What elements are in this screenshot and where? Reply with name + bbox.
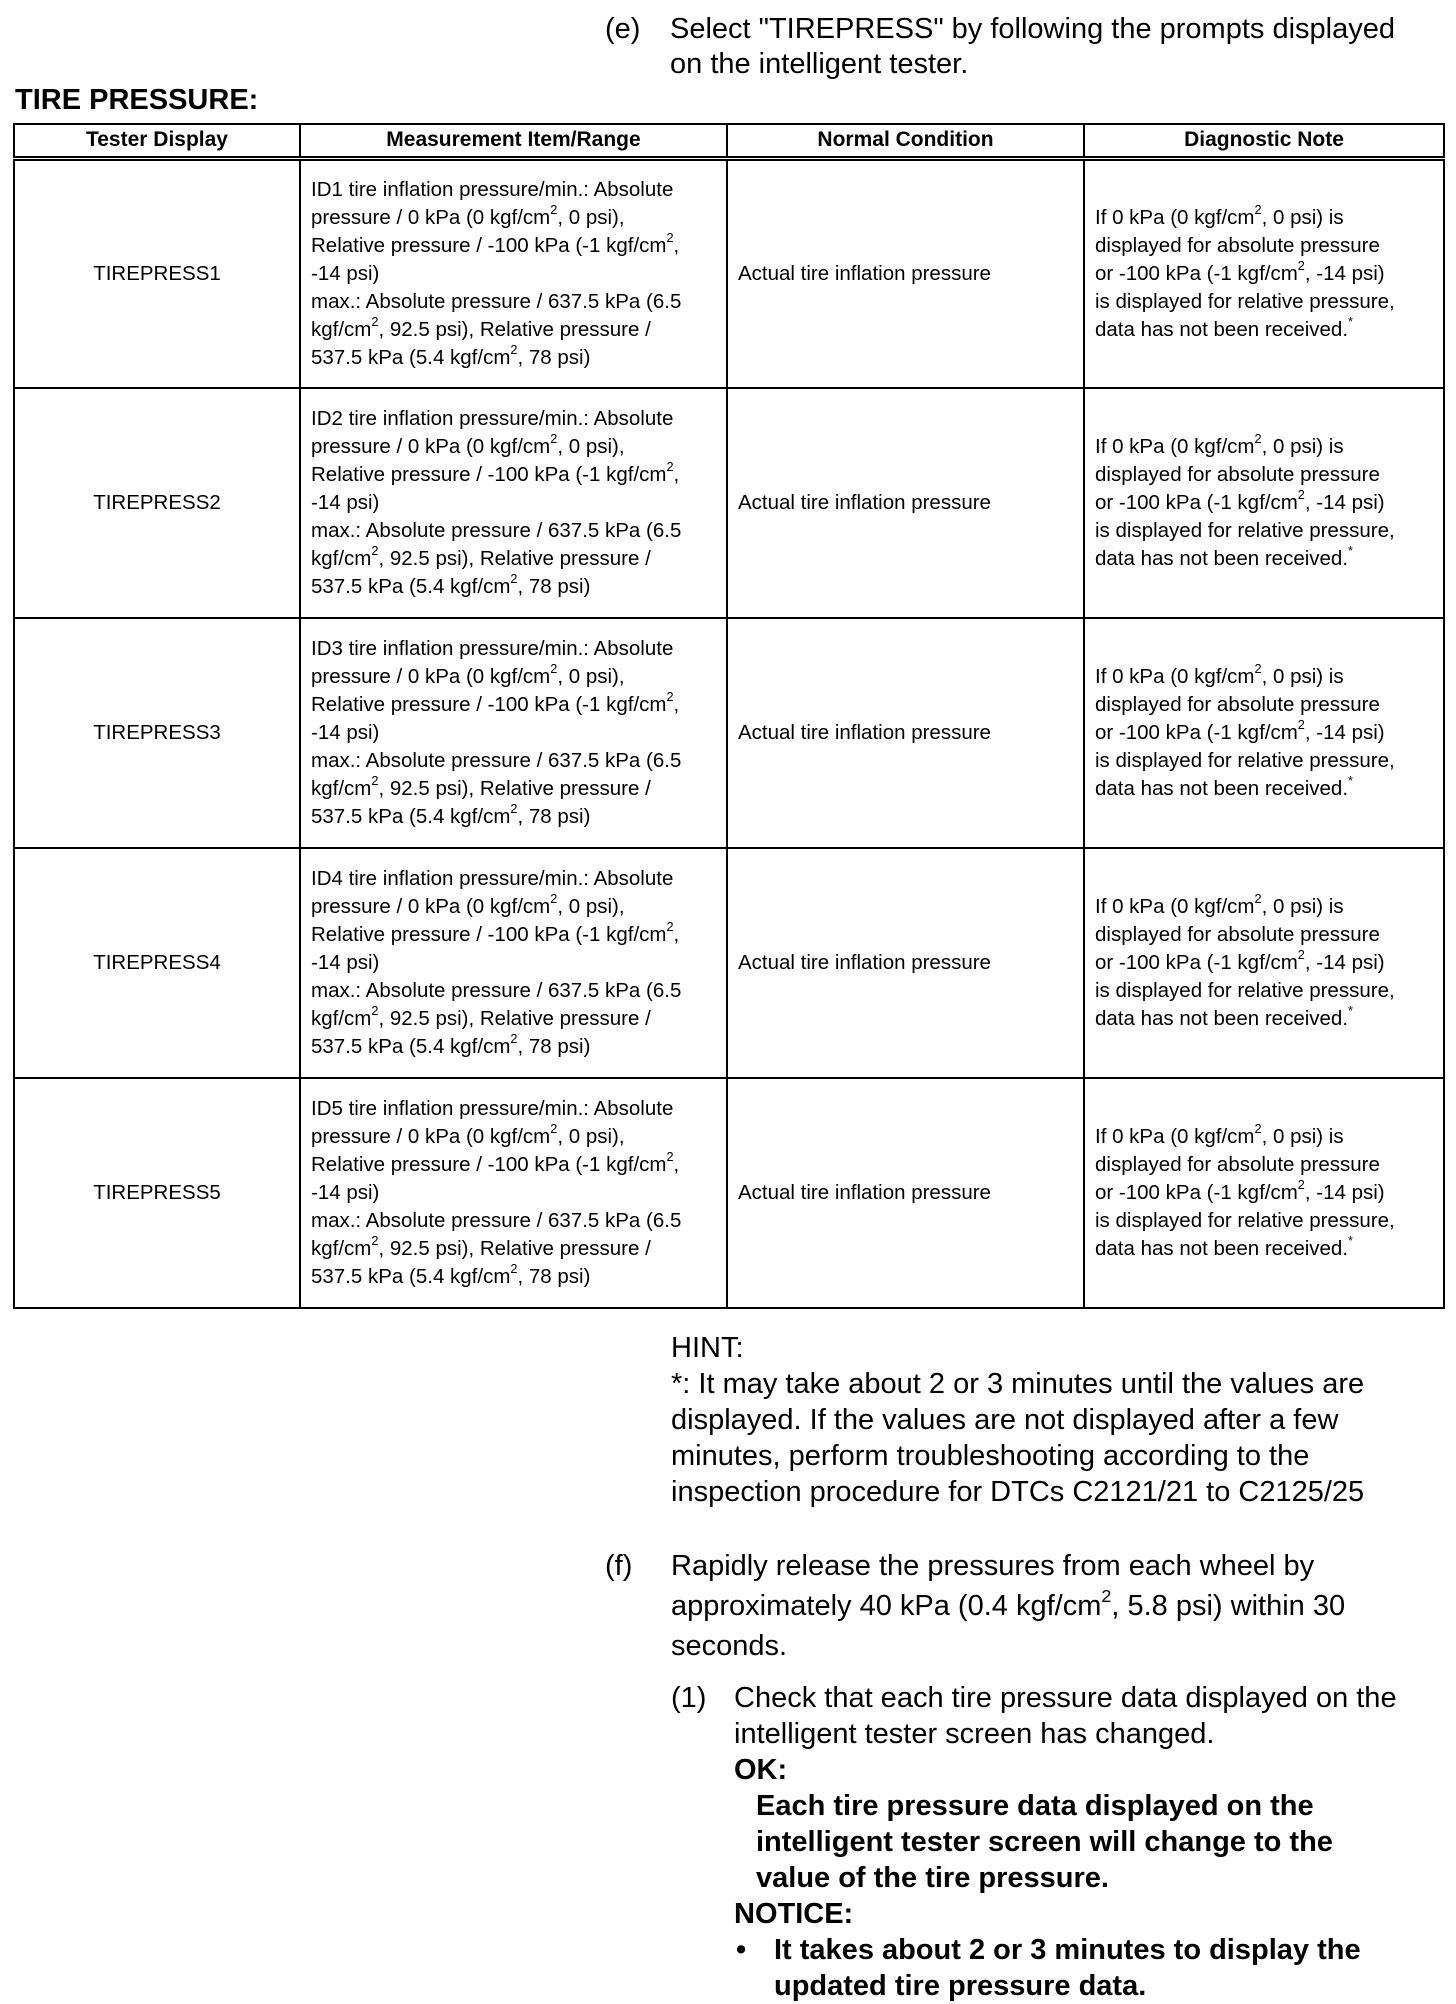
range-rel-min-psi: -14 psi) (311, 1181, 380, 1204)
cell-measurement-range (300, 848, 727, 1078)
note-line5: data has not been received. (1095, 547, 1349, 570)
range-abs-min: pressure / 0 kPa (0 kgf/cm (311, 1125, 551, 1148)
superscript: 2 (550, 431, 558, 447)
range-rel-min-end: , (673, 923, 680, 946)
ok-label: OK: (734, 1754, 788, 1786)
hint-block (671, 1330, 1431, 1510)
range-abs-min-end: , 0 psi), (557, 1125, 625, 1148)
cell-normal-condition (727, 848, 1084, 1078)
cell-diagnostic-note (1084, 618, 1444, 848)
range-abs-max: max.: Absolute pressure / 637.5 kPa (6.5 (311, 1209, 682, 1232)
range-abs-max-end: , 92.5 psi), Relative pressure / (378, 1237, 651, 1260)
range-abs-max-end: , 92.5 psi), Relative pressure / (378, 1007, 651, 1030)
hint-line1: *: It may take about 2 or 3 minutes until the values are (671, 1368, 1365, 1400)
superscript: 2 (510, 1031, 518, 1047)
range-title: tire inflation pressure/min.: Absolute (342, 177, 674, 201)
header-measurement-item: Measurement Item/Range (300, 124, 727, 158)
range-abs-max-end: , 92.5 psi), Relative pressure / (378, 547, 651, 570)
superscript: 2 (1297, 947, 1305, 963)
cell-diagnostic-note (1084, 1078, 1444, 1308)
normal-condition-value: Actual tire inflation pressure (738, 951, 991, 974)
note-line3-end: , -14 psi) (1304, 721, 1385, 744)
note-line4: is displayed for relative pressure, (1095, 749, 1395, 772)
range-rel-max-end: , 78 psi) (517, 575, 591, 598)
step-e (605, 12, 1445, 84)
superscript: 2 (371, 773, 379, 789)
hint-title: HINT: (671, 1332, 744, 1364)
note-line5: data has not been received. (1095, 1007, 1349, 1030)
note-line3: or -100 kPa (-1 kgf/cm (1095, 721, 1298, 744)
cell-diagnostic-note (1084, 158, 1444, 388)
notice-bullet-line2: updated tire pressure data. (774, 1970, 1147, 2002)
cell-tester-display (14, 848, 300, 1078)
superscript: 2 (371, 1003, 379, 1019)
superscript: 2 (666, 1149, 674, 1165)
range-rel-min-end: , (673, 693, 680, 716)
superscript: 2 (1297, 258, 1305, 274)
note-line3-end: , -14 psi) (1304, 1181, 1385, 1204)
note-line3: or -100 kPa (-1 kgf/cm (1095, 1181, 1298, 1204)
superscript: 2 (550, 661, 558, 677)
range-abs-max-end: , 92.5 psi), Relative pressure / (378, 777, 651, 800)
note-line3-end: , -14 psi) (1304, 261, 1385, 285)
superscript: 2 (550, 1121, 558, 1137)
footnote-mark: * (1348, 1233, 1353, 1249)
bullet-icon: • (736, 1934, 747, 1966)
note-line2: displayed for absolute pressure (1095, 923, 1380, 946)
range-title: tire inflation pressure/min.: Absolute (342, 407, 674, 430)
step-f-line3: seconds. (671, 1630, 788, 1662)
superscript: 2 (371, 314, 379, 330)
range-abs-min-end: , 0 psi), (557, 205, 625, 229)
note-line1-end: , 0 psi) is (1261, 1125, 1344, 1148)
superscript: 2 (1254, 891, 1262, 907)
range-id: ID1 (311, 177, 343, 201)
note-line1: If 0 kPa (0 kgf/cm (1095, 1125, 1255, 1148)
normal-condition-value: Actual tire inflation pressure (738, 721, 991, 744)
step-e-line1: Select "TIREPRESS" by following the prompts displayed (670, 13, 1395, 45)
note-line4: is displayed for relative pressure, (1095, 289, 1395, 313)
note-line3-end: , -14 psi) (1304, 951, 1385, 974)
range-unit: kgf/cm (311, 547, 372, 570)
note-line1: If 0 kPa (0 kgf/cm (1095, 205, 1255, 229)
cell-measurement-range (300, 618, 727, 848)
superscript: 2 (550, 202, 558, 218)
range-rel-max: 537.5 kPa (5.4 kgf/cm (311, 805, 511, 828)
range-rel-min-psi: -14 psi) (311, 721, 380, 744)
ok-line1: Each tire pressure data displayed on the (756, 1790, 1314, 1822)
step-f-line2-start: approximately 40 kPa (0.4 kgf/cm (671, 1590, 1102, 1622)
note-line1: If 0 kPa (0 kgf/cm (1095, 665, 1255, 688)
range-id: ID2 (311, 407, 343, 430)
cell-normal-condition (727, 1078, 1084, 1308)
range-rel-min-psi: -14 psi) (311, 951, 380, 974)
cell-normal-condition (727, 158, 1084, 388)
tester-display-value: TIREPRESS5 (93, 1181, 221, 1204)
superscript: 2 (1254, 202, 1262, 218)
tester-display-value: TIREPRESS1 (93, 261, 221, 285)
superscript: 2 (666, 689, 674, 705)
range-rel-min: Relative pressure / -100 kPa (-1 kgf/cm (311, 463, 667, 486)
ok-line2: intelligent tester screen will change to the (756, 1826, 1333, 1858)
cell-tester-display (14, 388, 300, 618)
range-abs-min: pressure / 0 kPa (0 kgf/cm (311, 205, 551, 229)
step-f-text (671, 1548, 1441, 1664)
superscript: 2 (1297, 717, 1305, 733)
cell-tester-display (14, 618, 300, 848)
notice-bullet-item (734, 1932, 1444, 2004)
range-rel-max-end: , 78 psi) (517, 1035, 591, 1058)
range-rel-min-end: , (673, 463, 680, 486)
cell-normal-condition (727, 388, 1084, 618)
superscript: 2 (550, 891, 558, 907)
superscript: 2 (371, 543, 379, 559)
superscript: 2 (1254, 431, 1262, 447)
range-rel-max: 537.5 kPa (5.4 kgf/cm (311, 1265, 511, 1288)
footnote-mark: * (1348, 1003, 1353, 1019)
note-line2: displayed for absolute pressure (1095, 463, 1380, 486)
notice-label: NOTICE: (734, 1898, 854, 1930)
superscript: 2 (1297, 1177, 1305, 1193)
range-abs-min-end: , 0 psi), (557, 435, 625, 458)
note-line5: data has not been received. (1095, 1237, 1349, 1260)
range-title: tire inflation pressure/min.: Absolute (342, 637, 674, 660)
cell-tester-display (14, 158, 300, 388)
note-line1-end: , 0 psi) is (1261, 435, 1344, 458)
range-rel-min: Relative pressure / -100 kPa (-1 kgf/cm (311, 923, 667, 946)
range-abs-min-end: , 0 psi), (557, 665, 625, 688)
ok-line3: value of the tire pressure. (756, 1862, 1109, 1894)
superscript: 2 (510, 801, 518, 817)
tester-display-value: TIREPRESS4 (93, 951, 221, 974)
superscript: 2 (510, 1261, 518, 1277)
table-row (14, 618, 1444, 848)
superscript: 2 (666, 919, 674, 935)
superscript: 2 (1101, 1585, 1112, 1606)
range-rel-min-psi: -14 psi) (311, 491, 380, 514)
step-e-line2: on the intelligent tester. (670, 48, 969, 80)
footnote-mark: * (1348, 314, 1353, 330)
note-line1-end: , 0 psi) is (1261, 205, 1344, 229)
range-abs-max: max.: Absolute pressure / 637.5 kPa (6.5 (311, 979, 682, 1002)
normal-condition-value: Actual tire inflation pressure (738, 261, 991, 285)
range-unit: kgf/cm (311, 1007, 372, 1030)
tester-display-value: TIREPRESS2 (93, 491, 221, 514)
range-rel-max-end: , 78 psi) (517, 805, 591, 828)
cell-measurement-range (300, 1078, 727, 1308)
note-line3: or -100 kPa (-1 kgf/cm (1095, 261, 1298, 285)
note-line1: If 0 kPa (0 kgf/cm (1095, 435, 1255, 458)
superscript: 2 (510, 571, 518, 587)
superscript: 2 (1297, 487, 1305, 503)
superscript: 2 (666, 459, 674, 475)
step-f-line2-end: , 5.8 psi) within 30 (1111, 1590, 1346, 1622)
range-abs-max: max.: Absolute pressure / 637.5 kPa (6.5 (311, 749, 682, 772)
table-row (14, 158, 1444, 388)
tire-pressure-table (13, 123, 1445, 1309)
note-line4: is displayed for relative pressure, (1095, 519, 1395, 542)
hint-line2: displayed. If the values are not displayed after a few (671, 1404, 1339, 1436)
normal-condition-value: Actual tire inflation pressure (738, 491, 991, 514)
notice-bullet-line1: It takes about 2 or 3 minutes to display the (774, 1934, 1361, 1966)
note-line2: displayed for absolute pressure (1095, 1153, 1380, 1176)
table-row (14, 848, 1444, 1078)
header-normal-condition: Normal Condition (727, 124, 1084, 158)
range-id: ID3 (311, 637, 343, 660)
range-rel-min: Relative pressure / -100 kPa (-1 kgf/cm (311, 1153, 667, 1176)
note-line1-end: , 0 psi) is (1261, 665, 1344, 688)
step-f-label: (f) (605, 1550, 633, 1582)
range-abs-max: max.: Absolute pressure / 637.5 kPa (6.5 (311, 289, 682, 313)
superscript: 2 (1254, 1121, 1262, 1137)
range-rel-max: 537.5 kPa (5.4 kgf/cm (311, 575, 511, 598)
range-unit: kgf/cm (311, 1237, 372, 1260)
step-e-label: (e) (605, 13, 641, 45)
range-id: ID5 (311, 1097, 343, 1120)
range-rel-min-end: , (673, 1153, 680, 1176)
note-line1: If 0 kPa (0 kgf/cm (1095, 895, 1255, 918)
step-e-text (670, 12, 1440, 82)
superscript: 2 (666, 230, 674, 246)
footnote-mark: * (1348, 773, 1353, 789)
header-diagnostic-note: Diagnostic Note (1084, 124, 1444, 158)
range-rel-max: 537.5 kPa (5.4 kgf/cm (311, 345, 511, 369)
tester-display-value: TIREPRESS3 (93, 721, 221, 744)
range-rel-max-end: , 78 psi) (517, 345, 591, 369)
header-tester-display: Tester Display (14, 124, 300, 158)
range-title: tire inflation pressure/min.: Absolute (342, 1097, 674, 1120)
cell-normal-condition (727, 618, 1084, 848)
range-rel-min-end: , (673, 233, 680, 257)
hint-line3: minutes, perform troubleshooting according to the (671, 1440, 1310, 1472)
section-title: TIRE PRESSURE: (15, 84, 259, 116)
range-rel-min: Relative pressure / -100 kPa (-1 kgf/cm (311, 693, 667, 716)
superscript: 2 (1254, 661, 1262, 677)
range-unit: kgf/cm (311, 777, 372, 800)
cell-tester-display (14, 1078, 300, 1308)
note-line1-end: , 0 psi) is (1261, 895, 1344, 918)
note-line2: displayed for absolute pressure (1095, 233, 1380, 257)
note-line5: data has not been received. (1095, 317, 1349, 341)
footnote-mark: * (1348, 543, 1353, 559)
range-id: ID4 (311, 867, 343, 890)
note-line3: or -100 kPa (-1 kgf/cm (1095, 951, 1298, 974)
range-rel-min: Relative pressure / -100 kPa (-1 kgf/cm (311, 233, 667, 257)
table-header-row (14, 124, 1444, 158)
substep-1-line1: Check that each tire pressure data displayed on the (734, 1682, 1397, 1714)
range-abs-max: max.: Absolute pressure / 637.5 kPa (6.5 (311, 519, 682, 542)
step-f-line2 (671, 1584, 1441, 1628)
step-f-line1: Rapidly release the pressures from each wheel by (671, 1550, 1315, 1582)
range-rel-min-psi: -14 psi) (311, 261, 380, 285)
superscript: 2 (510, 342, 518, 358)
note-line3-end: , -14 psi) (1304, 491, 1385, 514)
superscript: 2 (371, 1233, 379, 1249)
range-title: tire inflation pressure/min.: Absolute (342, 867, 674, 890)
substep-1-line2: intelligent tester screen has changed. (734, 1718, 1215, 1750)
note-line4: is displayed for relative pressure, (1095, 979, 1395, 1002)
cell-diagnostic-note (1084, 388, 1444, 618)
hint-line4: inspection procedure for DTCs C2121/21 to C2125/25 (671, 1476, 1365, 1508)
substep-1-label: (1) (671, 1682, 707, 1714)
table-row (14, 1078, 1444, 1308)
note-line5: data has not been received. (1095, 777, 1349, 800)
range-abs-min-end: , 0 psi), (557, 895, 625, 918)
cell-measurement-range (300, 388, 727, 618)
range-abs-max-end: , 92.5 psi), Relative pressure / (378, 317, 651, 341)
note-line3: or -100 kPa (-1 kgf/cm (1095, 491, 1298, 514)
cell-measurement-range (300, 158, 727, 388)
table-row (14, 388, 1444, 618)
note-line4: is displayed for relative pressure, (1095, 1209, 1395, 1232)
cell-diagnostic-note (1084, 848, 1444, 1078)
range-abs-min: pressure / 0 kPa (0 kgf/cm (311, 665, 551, 688)
range-rel-max-end: , 78 psi) (517, 1265, 591, 1288)
range-rel-max: 537.5 kPa (5.4 kgf/cm (311, 1035, 511, 1058)
range-abs-min: pressure / 0 kPa (0 kgf/cm (311, 435, 551, 458)
note-line2: displayed for absolute pressure (1095, 693, 1380, 716)
normal-condition-value: Actual tire inflation pressure (738, 1181, 991, 1204)
range-unit: kgf/cm (311, 317, 372, 341)
substep-1-body (734, 1680, 1444, 2004)
range-abs-min: pressure / 0 kPa (0 kgf/cm (311, 895, 551, 918)
